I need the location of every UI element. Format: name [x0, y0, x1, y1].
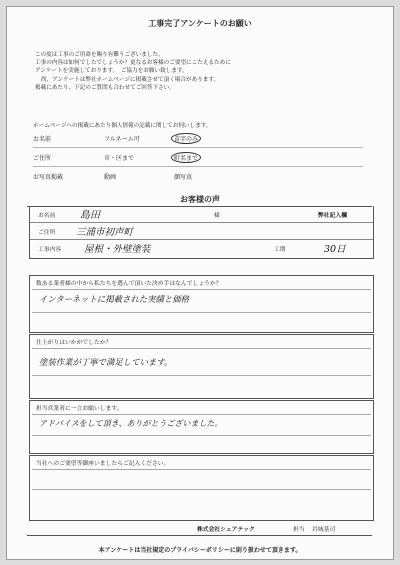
name-label: お名前: [38, 213, 56, 219]
question-text: 数ある業者様の中から私たちを選んで頂いた決め手はなんでしょうか？: [36, 281, 222, 287]
honorific: 様: [214, 213, 220, 219]
consent-heading: ホームページへの掲載にあたり個人情報の記載に関してお伺いします。: [33, 123, 212, 129]
consent-row-name: [33, 134, 363, 144]
answer-text[interactable]: インターネットに掲載された実績と価格: [39, 294, 189, 304]
divider: [32, 289, 371, 290]
period-value[interactable]: 30日: [324, 244, 346, 255]
question-text: 仕上がりはいかがでしたか？: [36, 340, 112, 346]
address-value[interactable]: 三浦市初声町: [76, 227, 134, 238]
divider: [32, 435, 371, 436]
question-box: [29, 275, 374, 333]
consent-option-selected[interactable]: 町名まで: [171, 152, 201, 163]
survey-sheet: [6, 6, 394, 560]
intro-text: [35, 51, 385, 92]
customer-voice-heading: お客様の声: [180, 195, 220, 204]
staff-name: 岩城基司: [312, 527, 336, 533]
divider: [33, 147, 363, 148]
question-box: [29, 400, 374, 454]
intro-line: 尚、アンケートは弊社ホームページに掲載させて頂く場合があります。: [41, 76, 220, 83]
company-name: 株式会社シェアテック: [197, 527, 255, 533]
consent-option[interactable]: 市・区まで: [104, 155, 135, 162]
intro-line: アンケートを実施しております。 ご協力をお願い致します。: [35, 68, 188, 75]
question-text: 担当営業者に一言お願いします。: [36, 406, 123, 412]
customer-info-table: [29, 206, 374, 259]
info-row-name: [30, 206, 373, 223]
privacy-footer: 本アンケートは当社規定のプライバシーポリシーに則り扱わせて頂きます。: [98, 547, 302, 554]
consent-row-photo: [33, 172, 363, 182]
divider: [32, 414, 371, 415]
consent-option[interactable]: フルネーム可: [104, 136, 140, 143]
divider: [32, 348, 371, 349]
divider: [32, 489, 371, 490]
divider: [27, 535, 372, 536]
address-label: ご住所: [38, 230, 56, 236]
question-text: 当社へのご要望等御座いましたらご記入ください。: [36, 461, 170, 467]
name-value[interactable]: 島田: [80, 210, 100, 221]
consent-label: ご住所: [33, 155, 52, 162]
consent-option-selected[interactable]: 苗字のみ: [171, 133, 201, 144]
info-row-work: [30, 240, 373, 256]
intro-line: 工事の内容は如何でしたでしょうか？更なるお客様のご要望にこたえるために: [35, 60, 231, 67]
divider: [32, 469, 371, 470]
info-row-address: [30, 223, 373, 240]
divider: [32, 375, 371, 376]
question-box: [29, 455, 374, 521]
work-label: 工事内容: [38, 247, 62, 253]
intro-line: 掲載にあたり、下記のご質問も合わせてご回答下さい。: [35, 84, 175, 91]
divider: [32, 312, 371, 313]
period-label: 工期: [274, 247, 286, 253]
consent-option[interactable]: 顔写真: [174, 174, 193, 181]
page-title: 工事完了アンケートのお願い: [148, 19, 252, 28]
consent-label: お名前: [33, 136, 52, 143]
work-value[interactable]: 屋根・外壁塗装: [84, 244, 151, 255]
question-box: [29, 334, 374, 399]
intro-line: この度は工事のご用命を賜り有難うございました。: [35, 52, 164, 58]
consent-row-address: [33, 153, 363, 163]
staff-use-label: 弊社記入欄: [318, 213, 347, 219]
staff-role: 担当: [293, 527, 305, 533]
answer-text[interactable]: アドバイスをして頂き、ありがとうございました。: [39, 419, 223, 428]
divider: [33, 166, 363, 167]
consent-option[interactable]: 動画: [104, 174, 117, 181]
answer-text[interactable]: 塗装作業が丁寧で満足しています。: [39, 357, 173, 367]
consent-label: お写真掲載: [33, 174, 64, 181]
